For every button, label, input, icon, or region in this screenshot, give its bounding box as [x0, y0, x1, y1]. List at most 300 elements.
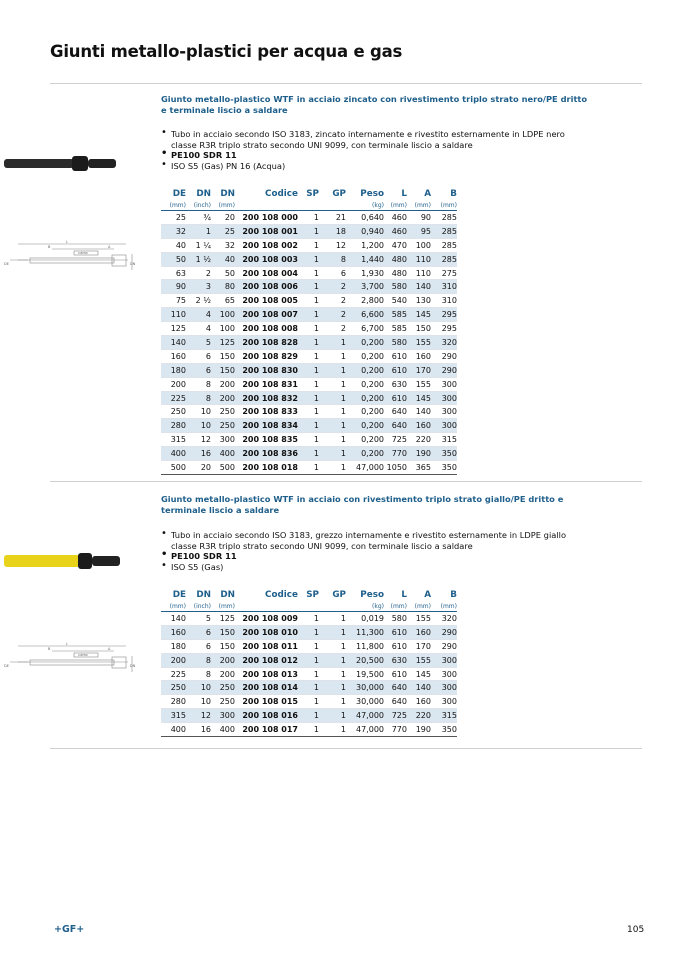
table-cell: 0,200 [346, 433, 384, 447]
table-cell: 300 [431, 681, 457, 695]
table-cell: 6 [319, 266, 346, 280]
article-code: 200 108 012 [235, 653, 298, 667]
table-cell: 1 [319, 681, 346, 695]
section-heading: Giunto metallo-plastico WTF in acciaio con rivestimento triplo strato giallo/PE dritto e terminale liscio a saldare [161, 494, 564, 515]
table-cell: 47,000 [346, 709, 384, 723]
table-cell: 610 [384, 667, 407, 681]
table-cell: 10 [186, 681, 211, 695]
table-cell: 580 [384, 336, 407, 350]
table-cell: 540 [384, 294, 407, 308]
table-cell: 1050 [384, 461, 407, 475]
table-cell: 1 [319, 405, 346, 419]
table-cell: 1 [298, 405, 319, 419]
table-cell: 8 [186, 667, 211, 681]
table-cell: 2 [319, 322, 346, 336]
table-cell: 275 [431, 266, 457, 280]
table-cell: 1 [298, 363, 319, 377]
table-cell: 1 [319, 391, 346, 405]
col-header: DN [220, 189, 235, 199]
table-cell: 1 [298, 294, 319, 308]
unit-label: (inch) [186, 200, 211, 211]
table-cell: 25 [161, 211, 186, 225]
table-cell: 50 [161, 252, 186, 266]
table-row [161, 681, 457, 695]
table-row [161, 238, 457, 252]
table-cell: 1 [298, 695, 319, 709]
table-cell: 8 [186, 377, 211, 391]
table-cell: 1 [186, 224, 211, 238]
article-code: 200 108 009 [235, 612, 298, 626]
table-cell: 290 [431, 363, 457, 377]
article-code: 200 108 002 [235, 238, 298, 252]
table-cell: 20,500 [346, 653, 384, 667]
unit-label: (mm) [211, 601, 235, 612]
table-cell: 125 [161, 322, 186, 336]
table-cell: 1 [298, 308, 319, 322]
table-cell: 63 [161, 266, 186, 280]
unit-label [235, 601, 298, 612]
table-cell: 1 [298, 667, 319, 681]
table-header-row [161, 188, 457, 200]
col-header: GP [332, 590, 346, 600]
bend-label: 0-BEND [78, 654, 88, 657]
table-cell: 350 [431, 723, 457, 737]
table-cell: 1 [298, 266, 319, 280]
dim-l-label: L [66, 642, 68, 646]
unit-label [319, 601, 346, 612]
bend-label: 0-BEND [78, 252, 88, 255]
table-cell: 1 [298, 252, 319, 266]
table-cell: 1,930 [346, 266, 384, 280]
table-cell: 125 [211, 612, 235, 626]
dim-l-label: L [66, 240, 68, 244]
table-cell: 1 [298, 391, 319, 405]
table-cell: 125 [211, 336, 235, 350]
table-cell: 5 [186, 336, 211, 350]
table-cell: 610 [384, 349, 407, 363]
table-units-row [161, 200, 457, 211]
col-header: A [424, 189, 431, 199]
table-cell: 300 [431, 667, 457, 681]
table-cell: 640 [384, 695, 407, 709]
table-row [161, 723, 457, 737]
unit-label: (mm) [407, 200, 431, 211]
table-cell: 640 [384, 419, 407, 433]
table-cell: 1 [298, 639, 319, 653]
table-cell: 180 [161, 363, 186, 377]
table-cell: 140 [161, 612, 186, 626]
table-cell: 290 [431, 349, 457, 363]
table-cell: 300 [211, 709, 235, 723]
unit-label: (mm) [431, 601, 457, 612]
table-cell: 155 [407, 653, 431, 667]
bullet-item: • Tubo in acciaio secondo ISO 3183, zincato internamente e rivestito esternamente in LDPE nero classe R3R triplo strato secondo UNI 9099, con terminale liscio a saldare [161, 129, 591, 150]
table-cell: 140 [407, 280, 431, 294]
table-cell: 170 [407, 363, 431, 377]
table-cell: 460 [384, 211, 407, 225]
col-header: L [401, 590, 407, 600]
table-cell: 610 [384, 625, 407, 639]
table-cell: 30,000 [346, 695, 384, 709]
table-cell: 12 [319, 238, 346, 252]
table-cell: 350 [431, 461, 457, 475]
unit-label: (mm) [161, 601, 186, 612]
table-cell: 11,800 [346, 639, 384, 653]
table-cell: 350 [431, 447, 457, 461]
table-cell: 315 [161, 709, 186, 723]
unit-label [319, 200, 346, 211]
spec-table [161, 589, 457, 737]
table-cell: 3,700 [346, 280, 384, 294]
table-cell: 610 [384, 391, 407, 405]
table-cell: 320 [431, 336, 457, 350]
table-cell: 300 [431, 377, 457, 391]
table-cell: 40 [161, 238, 186, 252]
table-cell: 65 [211, 294, 235, 308]
table-cell: 0,200 [346, 405, 384, 419]
article-code: 200 108 829 [235, 349, 298, 363]
table-cell: 3 [186, 280, 211, 294]
table-cell: 4 [186, 322, 211, 336]
table-cell: 285 [431, 238, 457, 252]
table-cell: 8 [186, 391, 211, 405]
article-code: 200 108 016 [235, 709, 298, 723]
table-header-row [161, 589, 457, 601]
table-cell: 280 [161, 695, 186, 709]
table-cell: 2 [319, 308, 346, 322]
table-cell: 6 [186, 625, 211, 639]
article-code: 200 108 004 [235, 266, 298, 280]
article-code: 200 108 010 [235, 625, 298, 639]
table-cell: 300 [211, 433, 235, 447]
table-cell: 200 [211, 377, 235, 391]
table-cell: 2 ½ [186, 294, 211, 308]
table-row [161, 377, 457, 391]
section-heading: Giunto metallo-plastico WTF in acciaio zincato con rivestimento triplo strato nero/PE dritto e terminale liscio a saldare [161, 94, 588, 115]
table-cell: 18 [319, 224, 346, 238]
table-cell: 1 [298, 280, 319, 294]
table-cell: 250 [211, 419, 235, 433]
table-cell: 300 [431, 405, 457, 419]
table-cell: 40 [211, 252, 235, 266]
table-row [161, 653, 457, 667]
table-cell: 295 [431, 308, 457, 322]
col-header: SP [306, 189, 319, 199]
table-cell: 145 [407, 391, 431, 405]
table-cell: 1 [319, 625, 346, 639]
col-header: Codice [265, 189, 298, 199]
dim-a-label: A [108, 245, 111, 249]
table-cell: 1 [298, 625, 319, 639]
article-code: 200 108 014 [235, 681, 298, 695]
table-cell: 480 [384, 252, 407, 266]
table-cell: 220 [407, 709, 431, 723]
col-header: B [450, 590, 457, 600]
table-cell: 11,300 [346, 625, 384, 639]
table-row [161, 349, 457, 363]
table-cell: 1 [298, 377, 319, 391]
article-code: 200 108 006 [235, 280, 298, 294]
table-cell: 1 [298, 433, 319, 447]
col-header: Codice [265, 590, 298, 600]
table-cell: 20 [186, 461, 211, 475]
table-cell: 300 [431, 695, 457, 709]
table-cell: 110 [407, 252, 431, 266]
table-cell: 250 [211, 405, 235, 419]
table-row [161, 667, 457, 681]
table-cell: 21 [319, 211, 346, 225]
table-cell: 480 [384, 266, 407, 280]
table-row [161, 612, 457, 626]
unit-label: (mm) [384, 601, 407, 612]
table-cell: 0,200 [346, 377, 384, 391]
table-cell: 155 [407, 377, 431, 391]
article-code: 200 108 005 [235, 294, 298, 308]
table-cell: 160 [407, 419, 431, 433]
table-cell: 150 [211, 349, 235, 363]
table-cell: 110 [161, 308, 186, 322]
table-cell: 1 [298, 336, 319, 350]
table-cell: 150 [211, 363, 235, 377]
table-cell: 315 [431, 709, 457, 723]
pe-end [92, 556, 120, 566]
unit-label [298, 200, 319, 211]
table-cell: 580 [384, 280, 407, 294]
table-cell: 150 [407, 322, 431, 336]
table-row [161, 266, 457, 280]
article-code: 200 108 007 [235, 308, 298, 322]
table-cell: 140 [407, 405, 431, 419]
table-cell: 585 [384, 322, 407, 336]
table-cell: 1 [319, 709, 346, 723]
table-row [161, 336, 457, 350]
section-divider [50, 481, 642, 482]
table-cell: 12 [186, 433, 211, 447]
table-cell: 1 [319, 447, 346, 461]
table-row [161, 224, 457, 238]
table-cell: 47,000 [346, 461, 384, 475]
col-header: DN [196, 590, 211, 600]
table-cell: 140 [161, 336, 186, 350]
table-cell: 90 [161, 280, 186, 294]
table-cell: 225 [161, 667, 186, 681]
table-cell: 1 ¼ [186, 238, 211, 252]
table-cell: 285 [431, 224, 457, 238]
transition-collar [72, 156, 88, 171]
table-cell: 25 [211, 224, 235, 238]
table-cell: 0,200 [346, 349, 384, 363]
table-cell: 310 [431, 294, 457, 308]
table-cell: 0,200 [346, 363, 384, 377]
table-cell: 160 [407, 625, 431, 639]
table-cell: 95 [407, 224, 431, 238]
table-cell: 1,200 [346, 238, 384, 252]
table-cell: 0,200 [346, 419, 384, 433]
table-cell: 160 [161, 349, 186, 363]
section-divider [50, 748, 642, 749]
table-cell: 8 [186, 653, 211, 667]
table-cell: 250 [161, 405, 186, 419]
technical-drawing [4, 642, 139, 682]
col-header: Peso [360, 590, 384, 600]
table-cell: 130 [407, 294, 431, 308]
table-cell: 160 [161, 625, 186, 639]
table-cell: 610 [384, 363, 407, 377]
col-header: DE [172, 590, 186, 600]
table-cell: 47,000 [346, 723, 384, 737]
bullet-item: • ISO S5 (Gas) PN 16 (Acqua) [161, 161, 591, 172]
table-cell: 0,940 [346, 224, 384, 238]
table-cell: 280 [161, 419, 186, 433]
col-header: B [450, 189, 457, 199]
table-cell: 285 [431, 211, 457, 225]
spec-bullets [161, 129, 591, 171]
article-code: 200 108 017 [235, 723, 298, 737]
table-cell: 630 [384, 653, 407, 667]
table-cell: 145 [407, 308, 431, 322]
table-cell: 1 [298, 653, 319, 667]
table-cell: 4 [186, 308, 211, 322]
table-units-row [161, 601, 457, 612]
table-cell: 5 [186, 612, 211, 626]
table-cell: 200 [161, 653, 186, 667]
unit-label: (inch) [186, 601, 211, 612]
article-code: 200 108 836 [235, 447, 298, 461]
table-cell: 300 [431, 391, 457, 405]
bullet-item: • PE100 SDR 11 [161, 150, 591, 161]
unit-label: (mm) [161, 200, 186, 211]
table-cell: 580 [384, 612, 407, 626]
table-cell: 6,700 [346, 322, 384, 336]
table-cell: 0,019 [346, 612, 384, 626]
table-cell: 200 [161, 377, 186, 391]
article-code: 200 108 831 [235, 377, 298, 391]
table-cell: 1 [298, 709, 319, 723]
table-cell: 400 [161, 723, 186, 737]
spec-table [161, 188, 457, 475]
article-code: 200 108 001 [235, 224, 298, 238]
table-cell: 160 [407, 349, 431, 363]
dim-b-label: B [48, 647, 51, 651]
table-cell: 250 [211, 681, 235, 695]
table-cell: 6 [186, 349, 211, 363]
unit-label: (mm) [384, 200, 407, 211]
table-cell: 32 [211, 238, 235, 252]
table-cell: 200 [211, 667, 235, 681]
table-cell: 150 [211, 639, 235, 653]
table-row [161, 419, 457, 433]
unit-label [235, 200, 298, 211]
article-code: 200 108 832 [235, 391, 298, 405]
table-cell: 0,200 [346, 336, 384, 350]
table-row [161, 211, 457, 225]
table-cell: 470 [384, 238, 407, 252]
table-cell: 640 [384, 405, 407, 419]
table-cell: 640 [384, 681, 407, 695]
table-cell: 1,440 [346, 252, 384, 266]
table-row [161, 695, 457, 709]
article-code: 200 108 000 [235, 211, 298, 225]
table-cell: 100 [211, 308, 235, 322]
table-cell: 190 [407, 447, 431, 461]
table-row [161, 308, 457, 322]
table-cell: 200 [211, 391, 235, 405]
technical-drawing [4, 240, 139, 280]
unit-label: (kg) [346, 200, 384, 211]
table-row [161, 447, 457, 461]
table-cell: 170 [407, 639, 431, 653]
table-cell: 1 [319, 723, 346, 737]
table-cell: 1 [319, 419, 346, 433]
table-cell: 290 [431, 625, 457, 639]
table-cell: 1 [319, 639, 346, 653]
dim-de-label: DE [4, 664, 9, 668]
table-cell: 110 [407, 266, 431, 280]
unit-label: (mm) [407, 601, 431, 612]
unit-label: (kg) [346, 601, 384, 612]
dim-dn-label: DN [130, 664, 136, 668]
table-cell: 1 [319, 695, 346, 709]
product-photo-black-fitting [4, 148, 134, 178]
table-cell: 1 [319, 377, 346, 391]
table-cell: 180 [161, 639, 186, 653]
dim-de-label: DE [4, 262, 9, 266]
pe-end [88, 159, 116, 168]
table-cell: 2,800 [346, 294, 384, 308]
table-cell: 1 [319, 653, 346, 667]
table-cell: 400 [161, 447, 186, 461]
table-row [161, 252, 457, 266]
table-cell: 300 [431, 419, 457, 433]
table-cell: 1 [319, 461, 346, 475]
table-cell: 6 [186, 639, 211, 653]
table-cell: 16 [186, 447, 211, 461]
table-cell: 250 [211, 695, 235, 709]
table-row [161, 433, 457, 447]
article-code: 200 108 835 [235, 433, 298, 447]
article-code: 200 108 834 [235, 419, 298, 433]
col-header: SP [306, 590, 319, 600]
table-cell: 1 [298, 612, 319, 626]
table-cell: ¾ [186, 211, 211, 225]
table-cell: 500 [211, 461, 235, 475]
table-cell: 0,640 [346, 211, 384, 225]
bullet-item: • PE100 SDR 11 [161, 551, 591, 562]
table-cell: 1 [298, 349, 319, 363]
table-cell: 285 [431, 252, 457, 266]
table-cell: 1 [298, 681, 319, 695]
page-number: 105 [627, 925, 645, 935]
table-cell: 20 [211, 211, 235, 225]
table-cell: 725 [384, 433, 407, 447]
table-cell: 1 [298, 322, 319, 336]
table-cell: 400 [211, 447, 235, 461]
col-header: Peso [360, 189, 384, 199]
table-cell: 10 [186, 419, 211, 433]
dim-b-label: B [48, 245, 51, 249]
col-header: DN [220, 590, 235, 600]
section-divider [50, 83, 642, 84]
article-code: 200 108 013 [235, 667, 298, 681]
coated-pipe [4, 159, 74, 168]
table-cell: 290 [431, 639, 457, 653]
article-code: 200 108 828 [235, 336, 298, 350]
table-cell: 320 [431, 612, 457, 626]
table-cell: 1 [298, 419, 319, 433]
table-cell: 100 [407, 238, 431, 252]
table-cell: 155 [407, 336, 431, 350]
table-cell: 630 [384, 377, 407, 391]
